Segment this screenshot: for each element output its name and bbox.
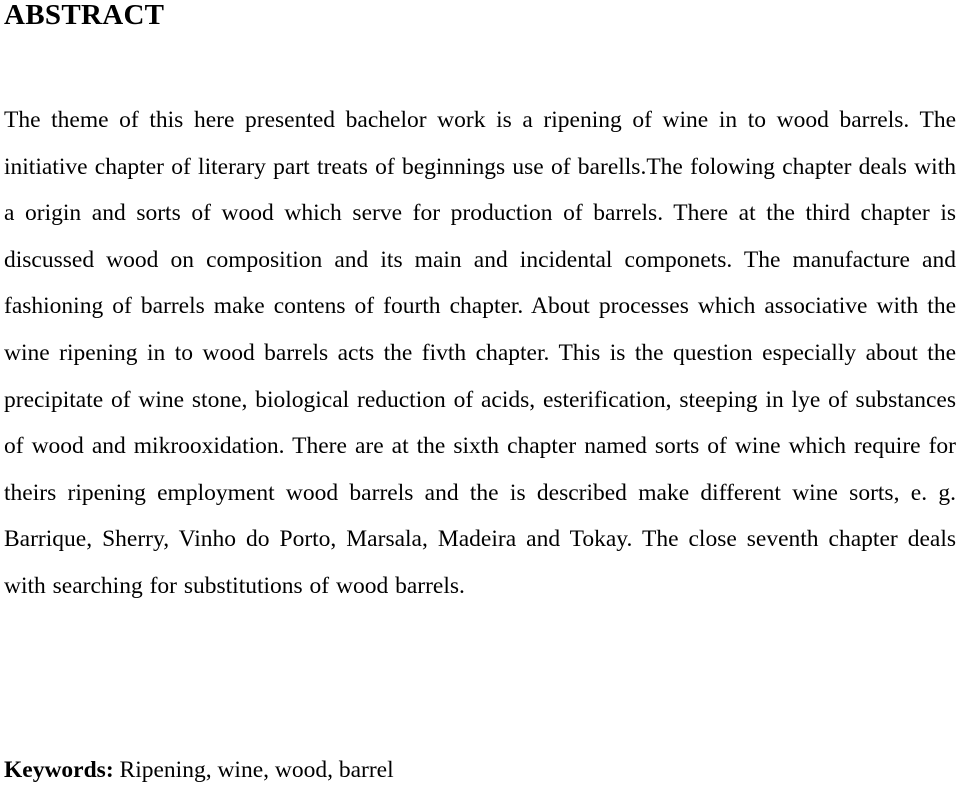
keywords-label: Keywords: xyxy=(4,757,114,783)
keywords-line xyxy=(4,752,394,788)
abstract-paragraph: The theme of this here presented bachelor work is a ripening of wine in to wood barrels. The initiative chapter of literary part treats of beginnings use of barells.The folowing chapter deals with a origin and sorts of wood which serve for production of barrels. There at the third chapter is discussed wood on composition and its main and incidental componets. The manufacture and fashioning of barrels make contens of fourth chapter. About processes which associative with the wine ripening in to wood barrels acts the fivth chapter. This is the question especially about the precipitate of wine stone, biological reduction of acids, esterification, steeping in lye of substances of wood and mikrooxidation. There are at the sixth chapter named sorts of wine which require for theirs ripening employment wood barrels and the is described make different wine sorts, e. g. Barrique, Sherry, Vinho do Porto, Marsala, Madeira and Tokay. The close seventh chapter deals with searching for substitutions of wood barrels. xyxy=(4,107,956,599)
abstract-heading: ABSTRACT xyxy=(4,0,165,31)
keywords-value: Ripening, wine, wood, barrel xyxy=(113,757,394,783)
